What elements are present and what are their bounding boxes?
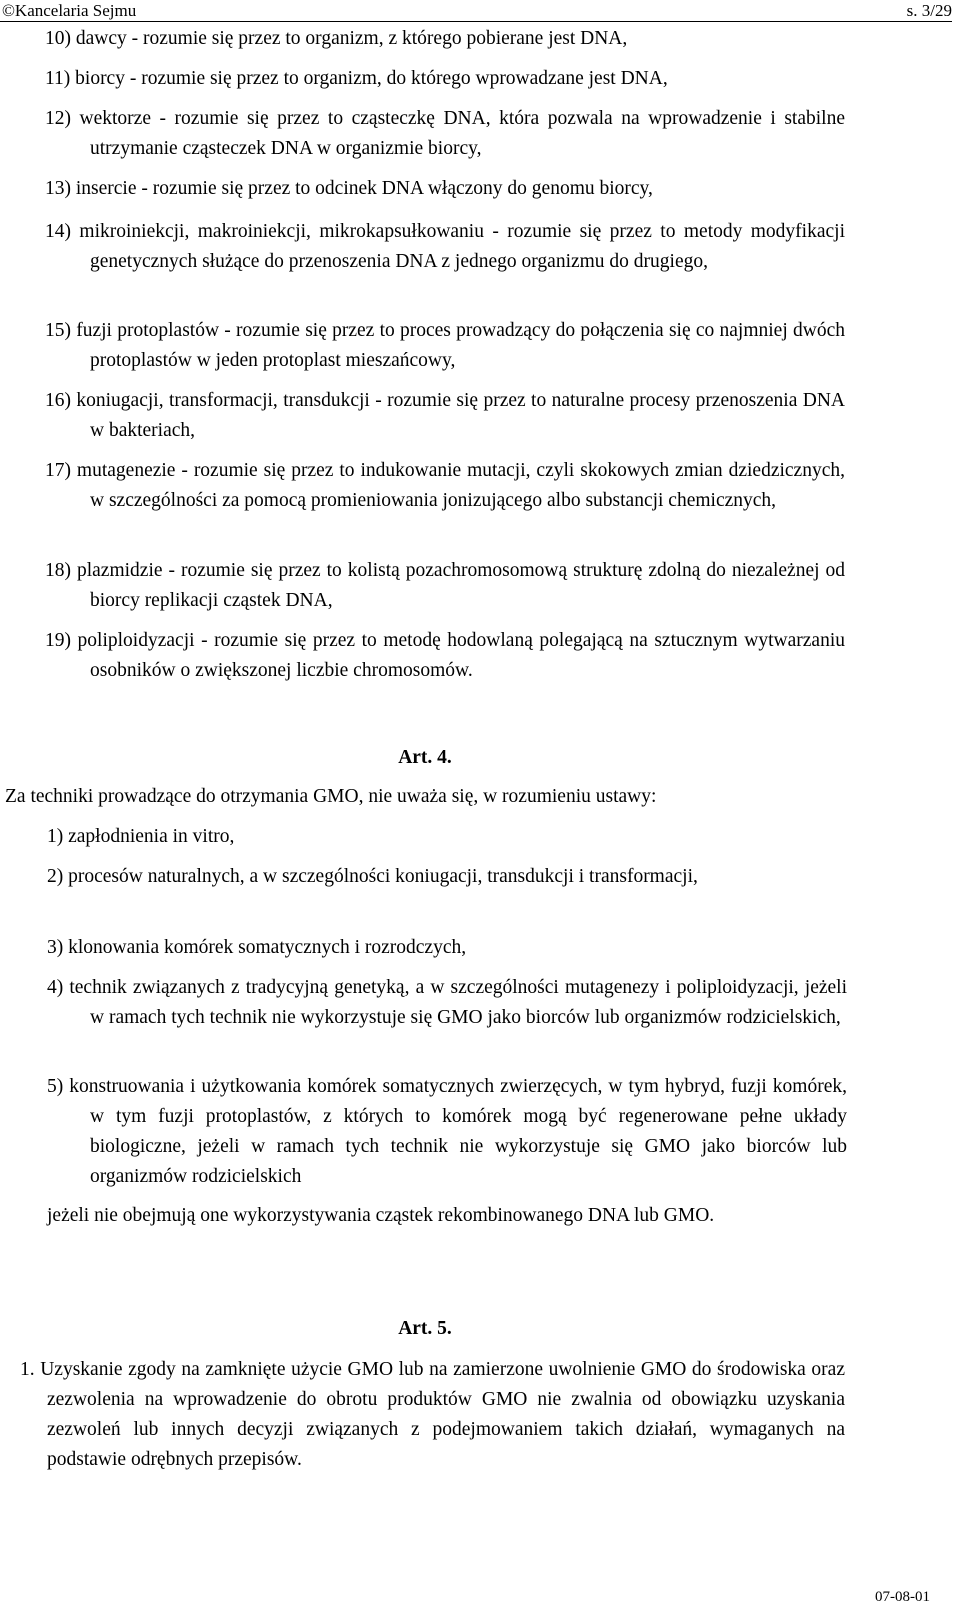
article-4-item-3: 3) klonowania komórek somatycznych i rozrodczych,	[47, 937, 467, 958]
definition-15: 15) fuzji protoplastów - rozumie się przez to proces prowadzący do połączenia się co najmniej dwóch protoplastów w jeden protoplast mieszańcowy,	[45, 320, 845, 371]
definition-19: 19) poliploidyzacji - rozumie się przez to metodę hodowlaną polegającą na sztucznym wytwarzaniu osobników o zwiększonej liczbie chromosomów.	[45, 630, 845, 681]
definition-16: 16) koniugacji, transformacji, transdukcji - rozumie się przez to naturalne procesy przenoszenia DNA w bakteriach,	[45, 390, 845, 441]
definition-18: 18) plazmidzie - rozumie się przez to kolistą pozachromosomową strukturę zdolną do niezależnej od biorcy replikacji cząstek DNA,	[45, 560, 845, 611]
definition-12: 12) wektorze - rozumie się przez to cząsteczkę DNA, która pozwala na wprowadzenie i stabilne utrzymanie cząsteczek DNA w organizmie biorcy,	[45, 108, 845, 159]
article-4-item-4: 4) technik związanych z tradycyjną genetyką, a w szczególności mutagenezy i poliploidyzacji, jeżeli w ramach tych technik nie wykorzystuje się GMO jako biorców lub organizmów rodzicielskich,	[47, 977, 847, 1028]
header-rule	[0, 21, 952, 22]
article-4-closing: jeżeli nie obejmują one wykorzystywania cząstek rekombinowanego DNA lub GMO.	[47, 1205, 715, 1226]
article-5-paragraph-1: 1. Uzyskanie zgody na zamknięte użycie GMO lub na zamierzone uwolnienie GMO do środowiska oraz zezwolenia na wprowadzenie do obrotu produktów GMO nie zwalnia od obowiązku uzyskania zezwoleń lub innych decyzji związanych z podejmowaniem takich działań, wymaganych na podstawie odrębnych przepisów.	[20, 1359, 845, 1470]
definition-14: 14) mikroiniekcji, makroiniekcji, mikrokapsułkowaniu - rozumie się przez to metody modyfikacji genetycznych służące do przenoszenia DNA z jednego organizmu do drugiego,	[45, 221, 845, 272]
page-number: s. 3/29	[906, 1, 952, 20]
definition-11: 11) biorcy - rozumie się przez to organizm, do którego wprowadzane jest DNA,	[45, 68, 668, 89]
article-4-item-2: 2) procesów naturalnych, a w szczególności koniugacji, transdukcji i transformacji,	[47, 866, 698, 887]
definition-10: 10) dawcy - rozumie się przez to organizm, z którego pobierane jest DNA,	[45, 28, 628, 49]
article-4-heading: Art. 4.	[398, 747, 452, 768]
definition-13: 13) insercie - rozumie się przez to odcinek DNA włączony do genomu biorcy,	[45, 178, 653, 199]
copyright-label: ©Kancelaria Sejmu	[2, 1, 137, 20]
article-4-item-1: 1) zapłodnienia in vitro,	[47, 826, 235, 847]
footer-date: 07-08-01	[875, 1589, 930, 1605]
definition-17: 17) mutagenezie - rozumie się przez to indukowanie mutacji, czyli skokowych zmian dziedzicznych, w szczególności za pomocą promieniowania jonizującego albo substancji chemicznych,	[45, 460, 845, 511]
article-4-item-5: 5) konstruowania i użytkowania komórek somatycznych zwierzęcych, w tym hybryd, fuzji komórek, w tym fuzji protoplastów, z których to komórek mogą być regenerowane pełne układy biologiczne, jeżeli w ramach tych technik nie wykorzystuje się GMO jako biorców lub organizmów rodzicielskich	[47, 1076, 847, 1187]
article-4-intro: Za techniki prowadzące do otrzymania GMO, nie uważa się, w rozumieniu ustawy:	[5, 786, 657, 807]
article-5-heading: Art. 5.	[398, 1318, 452, 1339]
page-header	[0, 0, 960, 24]
